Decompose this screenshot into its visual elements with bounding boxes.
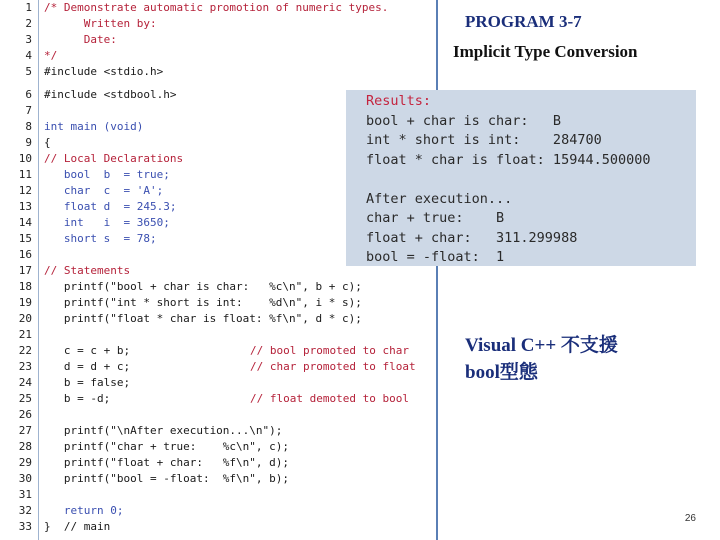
code-line	[6, 343, 436, 359]
code-listing	[6, 0, 438, 540]
line-number: 6	[25, 88, 32, 101]
line-number: 1	[25, 1, 32, 14]
line-number: 25	[18, 392, 32, 405]
code-line	[6, 327, 436, 343]
code-text: // Local Declarations	[44, 152, 184, 165]
code-line	[6, 439, 436, 455]
line-number: 30	[18, 472, 32, 485]
line-number: 28	[18, 440, 32, 453]
code-line	[6, 455, 436, 471]
result-line: bool + char is char: B	[366, 112, 562, 129]
line-number: 5	[25, 65, 32, 78]
line-number: 31	[18, 488, 32, 501]
line-number: 23	[18, 360, 32, 373]
code-text: int i = 3650;	[44, 216, 170, 229]
line-number: 15	[18, 232, 32, 245]
code-line	[6, 295, 436, 311]
code-line	[6, 519, 436, 535]
note-line-2: bool型態	[465, 362, 538, 383]
line-number: 7	[25, 104, 32, 117]
note-text	[465, 332, 618, 386]
code-text: printf("float * char is float: %f\n", d * c);	[44, 312, 362, 325]
code-comment: // bool promoted to char	[250, 344, 409, 357]
code-text: printf("char + true: %c\n", c);	[44, 440, 290, 453]
code-text: #include <stdbool.h>	[44, 88, 177, 101]
line-number: 33	[18, 520, 32, 533]
line-number: 17	[18, 264, 32, 277]
result-line: float * char is float: 15944.500000	[366, 151, 651, 168]
code-line	[6, 279, 436, 295]
code-line	[6, 359, 436, 375]
code-line	[6, 423, 436, 439]
line-number: 26	[18, 408, 32, 421]
code-text: return 0;	[44, 504, 124, 517]
code-text: #include <stdio.h>	[44, 65, 164, 78]
line-number: 8	[25, 120, 32, 133]
code-text: // Statements	[44, 264, 131, 277]
page-number: 26	[684, 513, 696, 524]
code-text: d = d + c;	[44, 360, 131, 373]
code-text: b = false;	[44, 376, 131, 389]
code-text: } // main	[44, 520, 111, 533]
line-number: 9	[25, 136, 32, 149]
code-text: {	[44, 136, 51, 149]
code-text: printf("float + char: %f\n", d);	[44, 456, 290, 469]
note-line-1: Visual C++ 不支援	[465, 335, 618, 356]
line-number: 27	[18, 424, 32, 437]
line-number: 29	[18, 456, 32, 469]
code-text: bool b = true;	[44, 168, 170, 181]
code-text: printf("bool = -float: %f\n", b);	[44, 472, 290, 485]
code-text: float d = 245.3;	[44, 200, 177, 213]
code-line	[6, 64, 436, 80]
code-text: short s = 78;	[44, 232, 157, 245]
line-number: 21	[18, 328, 32, 341]
result-line: After execution...	[366, 190, 513, 207]
code-comment: // float demoted to bool	[250, 392, 409, 405]
code-text: char c = 'A';	[44, 184, 164, 197]
line-number: 3	[25, 33, 32, 46]
code-line	[6, 391, 436, 407]
line-number: 18	[18, 280, 32, 293]
line-number: 24	[18, 376, 32, 389]
code-text: b = -d;	[44, 392, 111, 405]
result-line: bool = -float: 1	[366, 249, 505, 265]
line-number: 32	[18, 504, 32, 517]
code-text: printf("bool + char is char: %c\n", b + c);	[44, 280, 362, 293]
line-number: 13	[18, 200, 32, 213]
code-text: printf("int * short is int: %d\n", i * s);	[44, 296, 362, 309]
program-title: PROGRAM 3-7	[465, 12, 582, 31]
code-text: Written by:	[44, 17, 157, 30]
line-number: 19	[18, 296, 32, 309]
line-number: 4	[25, 49, 32, 62]
code-line	[6, 311, 436, 327]
code-line	[6, 407, 436, 423]
results-panel	[346, 90, 696, 266]
code-text: int main (void)	[44, 120, 144, 133]
line-number: 20	[18, 312, 32, 325]
result-line: char + true: B	[366, 210, 505, 226]
result-line: float + char: 311.299988	[366, 229, 578, 246]
code-text: /* Demonstrate automatic promotion of numeric types.	[44, 1, 389, 14]
program-subtitle: Implicit Type Conversion	[453, 42, 638, 61]
code-comment: // char promoted to float	[250, 360, 416, 373]
code-text: printf("\nAfter execution...\n");	[44, 424, 283, 437]
code-line	[6, 48, 436, 64]
result-line: int * short is int: 284700	[366, 132, 602, 148]
code-line	[6, 32, 436, 48]
line-number: 10	[18, 152, 32, 165]
line-number: 14	[18, 216, 32, 229]
code-line	[6, 503, 436, 519]
code-line	[6, 471, 436, 487]
code-text: Date:	[44, 33, 117, 46]
code-line	[6, 0, 436, 16]
line-number: 12	[18, 184, 32, 197]
result-line: Results:	[366, 93, 432, 109]
line-number: 11	[18, 168, 32, 181]
line-number: 22	[18, 344, 32, 357]
code-text: c = c + b;	[44, 344, 131, 357]
code-line	[6, 16, 436, 32]
code-line	[6, 375, 436, 391]
line-number: 16	[18, 248, 32, 261]
line-number: 2	[25, 17, 32, 30]
code-text: */	[44, 49, 58, 62]
code-line	[6, 487, 436, 503]
